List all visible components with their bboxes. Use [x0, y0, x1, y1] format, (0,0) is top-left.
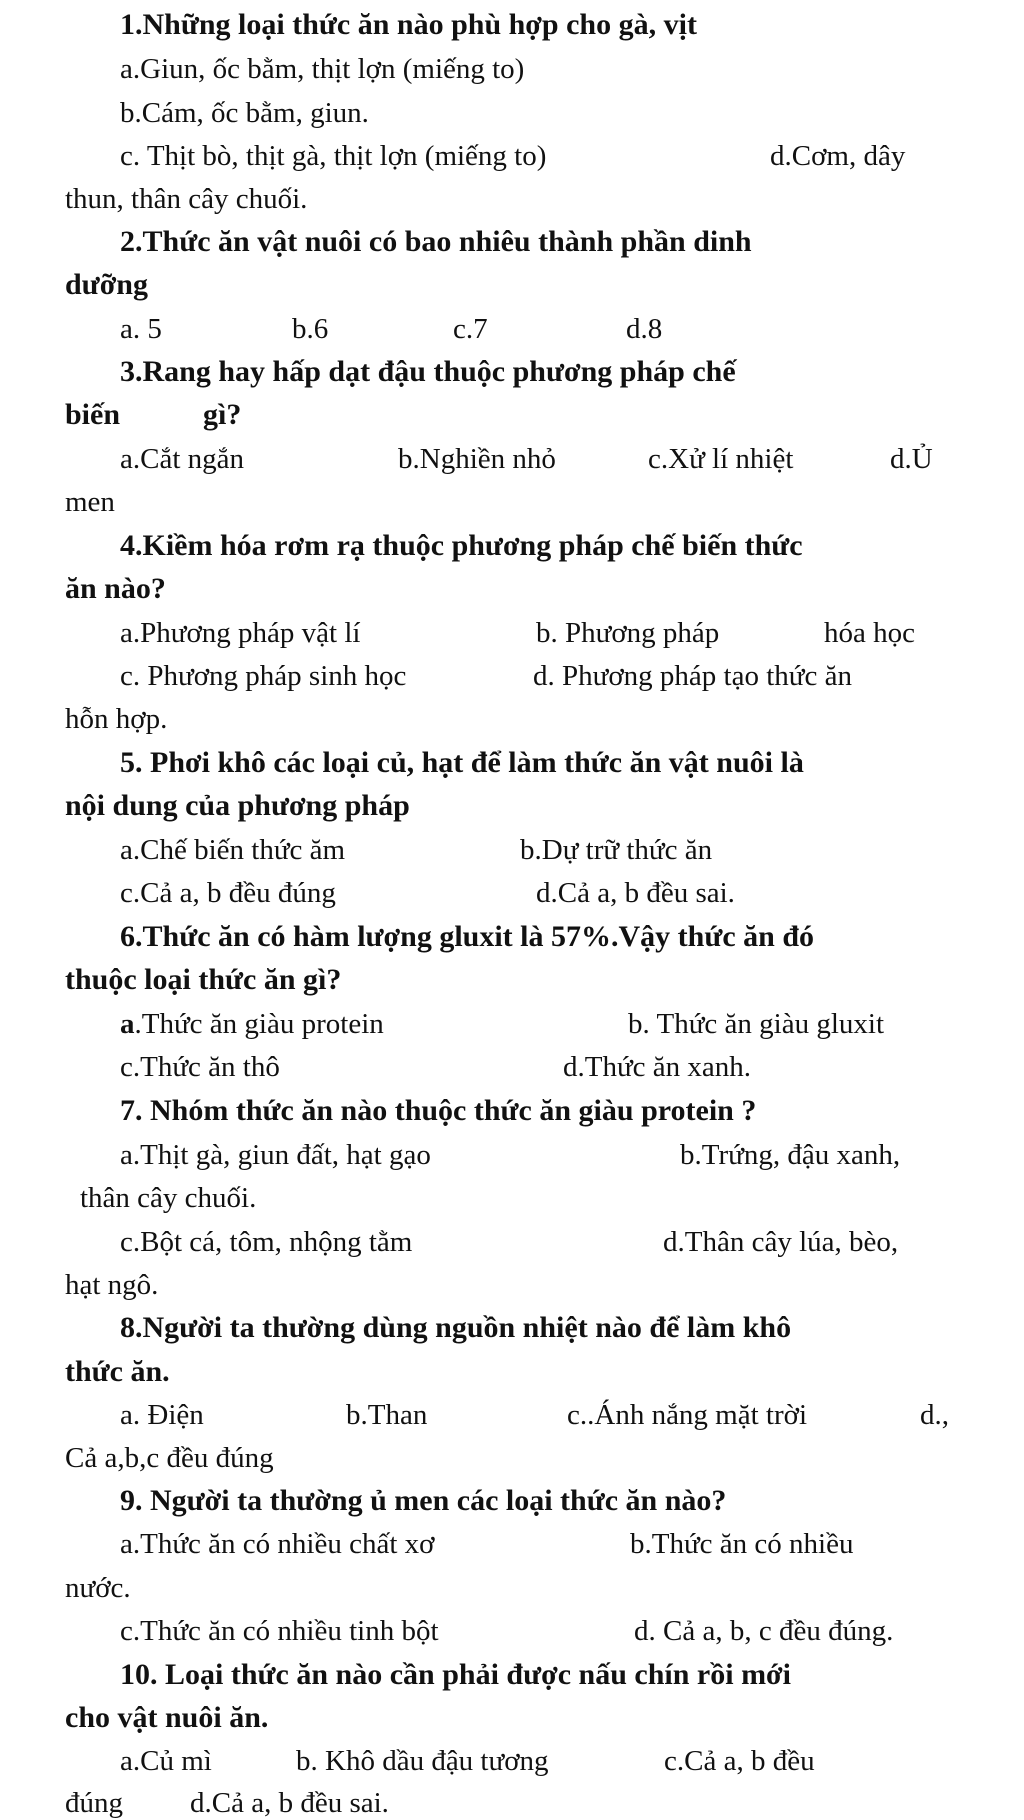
question-6-option-d: d.Thức ăn xanh.	[563, 1051, 752, 1083]
question-1-option-c: c. Thịt bò, thịt gà, thịt lợn (miếng to)	[120, 140, 547, 172]
question-9-option-c: c.Thức ăn có nhiều tinh bột	[120, 1615, 439, 1647]
question-6-title-continued: thuộc loại thức ăn gì?	[65, 963, 342, 996]
question-6-option-a-text: .Thức ăn giàu protein	[134, 1008, 384, 1040]
question-6-option-b: b. Thức ăn giàu gluxit	[628, 1008, 885, 1040]
question-4-option-b: b. Phương pháp	[536, 617, 720, 649]
question-9-option-b-continued: nước.	[65, 1572, 131, 1604]
question-3-option-c: c.Xử lí nhiệt	[648, 443, 794, 475]
question-5-option-b: b.Dự trữ thức ăn	[520, 834, 713, 866]
question-5-title: 5. Phơi khô các loại củ, hạt để làm thức ăn vật nuôi là	[120, 746, 804, 779]
question-10-option-c: c.Cả a, b đều	[664, 1745, 815, 1777]
question-9-option-a: a.Thức ăn có nhiều chất xơ	[120, 1528, 435, 1560]
question-7-title: 7. Nhóm thức ăn nào thuộc thức ăn giàu protein ?	[120, 1094, 757, 1127]
question-3-title-continued: biến	[65, 398, 121, 431]
question-7-option-b: b.Trứng, đậu xanh,	[680, 1139, 901, 1171]
question-3-option-a: a.Cắt ngắn	[120, 443, 245, 475]
question-7-option-d: d.Thân cây lúa, bèo,	[663, 1226, 899, 1258]
question-8-option-a: a. Điện	[120, 1399, 204, 1431]
question-10-title-continued: cho vật nuôi ăn.	[65, 1701, 269, 1734]
question-8-title-continued: thức ăn.	[65, 1355, 170, 1388]
question-8-option-d: d.,	[920, 1399, 949, 1431]
question-7-option-d-continued: hạt ngô.	[65, 1269, 159, 1301]
question-8-title: 8.Người ta thường dùng nguồn nhiệt nào để làm khô	[120, 1311, 792, 1344]
question-8-option-d-continued: Cả a,b,c đều đúng	[65, 1442, 274, 1474]
question-5-title-continued: nội dung của phương pháp	[65, 789, 410, 822]
question-1-option-d-continued: thun, thân cây chuối.	[65, 183, 308, 215]
question-2-option-c: c.7	[453, 313, 488, 345]
question-8-option-c: c..Ánh nắng mặt trời	[567, 1399, 808, 1431]
question-10-option-c-continued: đúng	[65, 1787, 123, 1819]
question-6-option-a-letter: a	[120, 1008, 135, 1040]
question-1-option-b: b.Cám, ốc bằm, giun.	[120, 97, 369, 129]
question-1-title: 1.Những loại thức ăn nào phù hợp cho gà, vịt	[120, 8, 697, 41]
question-3-option-d: d.Ủ	[890, 443, 933, 475]
question-6-option-a	[120, 1007, 384, 1041]
question-9-option-b: b.Thức ăn có nhiều	[630, 1528, 854, 1560]
question-4-option-a: a.Phương pháp vật lí	[120, 617, 361, 649]
question-3-option-d-continued: men	[65, 486, 115, 518]
question-10-option-d: d.Cả a, b đều sai.	[190, 1787, 389, 1819]
question-3-option-b: b.Nghiền nhỏ	[398, 443, 556, 475]
question-4-title-continued: ăn nào?	[65, 572, 166, 605]
question-10-title: 10. Loại thức ăn nào cần phải được nấu chín rồi mới	[120, 1658, 792, 1691]
question-4-option-c: c. Phương pháp sinh học	[120, 660, 407, 692]
question-9-option-d: d. Cả a, b, c đều đúng.	[634, 1615, 894, 1647]
question-2-title: 2.Thức ăn vật nuôi có bao nhiêu thành phần dinh	[120, 225, 752, 258]
question-7-option-b-continued: thân cây chuối.	[80, 1182, 257, 1214]
question-1-option-d: d.Cơm, dây	[770, 140, 906, 172]
question-3-title: 3.Rang hay hấp dạt đậu thuộc phương pháp chế	[120, 355, 736, 388]
question-2-title-continued: dưỡng	[65, 268, 148, 301]
question-7-option-c: c.Bột cá, tôm, nhộng tằm	[120, 1226, 413, 1258]
question-5-option-d: d.Cả a, b đều sai.	[536, 877, 735, 909]
question-6-title: 6.Thức ăn có hàm lượng gluxit là 57%.Vậy thức ăn đó	[120, 920, 815, 953]
question-7-option-a: a.Thịt gà, giun đất, hạt gạo	[120, 1139, 431, 1171]
question-4-option-b-continued: hóa học	[824, 617, 915, 649]
question-4-title: 4.Kiềm hóa rơm rạ thuộc phương pháp chế biến thức	[120, 529, 803, 562]
question-4-option-d-continued: hỗn hợp.	[65, 703, 168, 735]
question-1-option-a: a.Giun, ốc bằm, thịt lợn (miếng to)	[120, 53, 525, 85]
question-5-option-c: c.Cả a, b đều đúng	[120, 877, 336, 909]
question-2-option-a: a. 5	[120, 313, 162, 345]
question-3-title-end: gì?	[203, 398, 242, 431]
question-2-option-d: d.8	[626, 313, 663, 345]
question-2-option-b: b.6	[292, 313, 329, 345]
question-6-option-c: c.Thức ăn thô	[120, 1051, 280, 1083]
question-10-option-b: b. Khô dầu đậu tương	[296, 1745, 549, 1777]
question-9-title: 9. Người ta thường ủ men các loại thức ăn nào?	[120, 1484, 727, 1517]
question-4-option-d: d. Phương pháp tạo thức ăn	[533, 660, 852, 692]
question-8-option-b: b.Than	[346, 1399, 428, 1431]
question-10-option-a: a.Củ mì	[120, 1745, 212, 1777]
question-5-option-a: a.Chế biến thức ăm	[120, 834, 346, 866]
